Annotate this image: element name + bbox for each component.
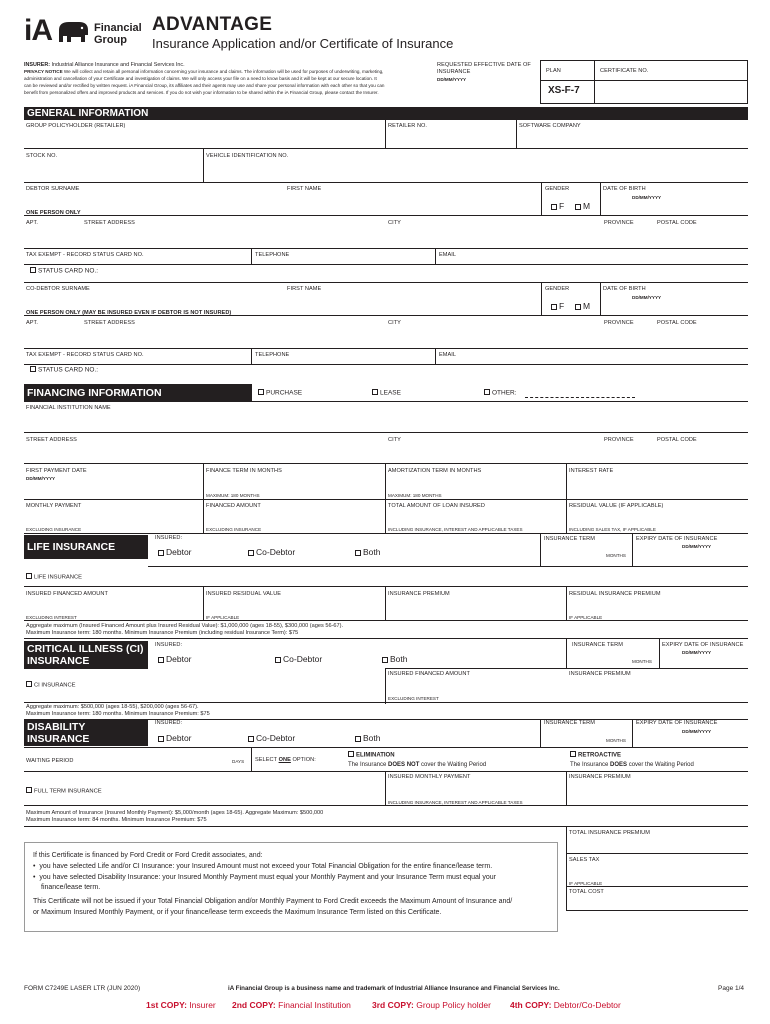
ci-aggregate-line-1: Aggregate maximum: $500,000 (ages 18-55), $200,000 (ages 56-67). [26, 704, 199, 710]
general-information-header: GENERAL INFORMATION [24, 107, 748, 120]
codebtor-surname-label: CO-DEBTOR SURNAME [26, 286, 90, 292]
ci-insurance-checkbox[interactable]: CI INSURANCE [26, 681, 76, 689]
life-residual-premium-label: RESIDUAL INSURANCE PREMIUM [569, 591, 661, 597]
ci-insured-label: INSURED: [155, 642, 183, 648]
life-debtor-checkbox[interactable]: Debtor [158, 547, 192, 557]
institution-name-input[interactable] [24, 412, 748, 432]
debtor-province-label: PROVINCE [604, 220, 634, 226]
debtor-street-label: STREET ADDRESS [84, 220, 135, 226]
codebtor-female-checkbox[interactable]: F [551, 301, 564, 311]
total-premium-label: TOTAL INSURANCE PREMIUM [569, 830, 650, 836]
copy-3: 3rd COPY: Group Policy holder [372, 1000, 491, 1010]
debtor-postal-label: POSTAL CODE [657, 220, 697, 226]
financed-amount-note: EXCLUDING INSURANCE [206, 527, 262, 532]
life-aggregate-line-2: Maximum Insurance term: 180 months. Minimum Insurance Premium (including residual Insurance Term): $75 [26, 630, 299, 636]
life-insured-label: INSURED: [155, 535, 183, 541]
life-if-applicable-note-a: IF APPLICABLE [206, 615, 240, 620]
life-if-applicable-note-b: IF APPLICABLE [569, 615, 603, 620]
amortization-term-label: AMORTIZATION TERM IN MONTHS [388, 468, 482, 474]
ci-both-checkbox[interactable]: Both [382, 654, 408, 664]
trademark-note: iA Financial Group is a business name and trademark of Industrial Alliance Insurance and Financial Services Inc. [228, 985, 560, 992]
dis-debtor-checkbox[interactable]: Debtor [158, 733, 192, 743]
ci-months-label: MONTHS [632, 659, 652, 664]
dis-expiry-label: EXPIRY DATE OF INSURANCE [636, 720, 718, 726]
debtor-email-label: EMAIL [439, 252, 457, 258]
codebtor-first-name-label: FIRST NAME [287, 286, 322, 292]
life-aggregate-line-1: Aggregate maximum (Insured Financed Amount plus Insured Residual Value): $1,000,000 (ages 18-55), $300,000 (ages 56-67). [26, 623, 344, 629]
total-cost-input[interactable] [568, 896, 748, 909]
total-loan-insured-note: INCLUDING INSURANCE, INTEREST AND APPLICABLE TAXES [388, 527, 523, 532]
fin-postal-label: POSTAL CODE [657, 437, 697, 443]
dis-insured-label: INSURED: [155, 720, 183, 726]
codebtor-postal-label: POSTAL CODE [657, 320, 697, 326]
codebtor-street-label: STREET ADDRESS [84, 320, 135, 326]
notice-para-2a: This Certificate will not be issued if your Total Financial Obligation and/or Monthly Payment to Ford Credit exceeds the Maximum Amount of Insurance and/ [33, 898, 513, 905]
debtor-apt-label: APT. [26, 220, 39, 226]
interest-rate-label: INTEREST RATE [569, 468, 614, 474]
codebtor-email-label: EMAIL [439, 352, 457, 358]
ci-aggregate-line-2: Maximum Insurance term: 180 months. Minimum Insurance Premium: $75 [26, 711, 210, 717]
copy-2: 2nd COPY: Financial Institution [232, 1000, 351, 1010]
codebtor-tax-exempt-label: TAX EXEMPT - RECORD STATUS CARD NO. [26, 352, 144, 358]
life-premium-label: INSURANCE PREMIUM [388, 591, 450, 597]
dis-aggregate-line-2: Maximum Insurance term: 84 months. Minimum Insurance Premium: $75 [26, 817, 207, 823]
codebtor-first-name-input[interactable] [285, 293, 540, 313]
sales-tax-label: SALES TAX [569, 857, 600, 863]
codebtor-dob-label: DATE OF BIRTH [603, 286, 646, 292]
notice-bullet-2-cont: finance/lease term. [41, 884, 101, 891]
finance-term-label: FINANCE TERM IN MONTHS [206, 468, 282, 474]
elimination-desc: The Insurance DOES NOT cover the Waiting Period [348, 762, 487, 768]
page-subtitle: Insurance Application and/or Certificate of Insurance [152, 36, 454, 51]
notice-bullet-2: • you have selected Disability Insurance: your Insured Monthly Payment must equal your Monthly Payment and your Insurance Term must equal your [33, 874, 496, 881]
page-number: Page 1/4 [718, 985, 745, 992]
dis-codebtor-checkbox[interactable]: Co-Debtor [248, 733, 295, 743]
sales-tax-note: IF APPLICABLE [569, 881, 603, 886]
monthly-payment-note: EXCLUDING INSURANCE [26, 527, 82, 532]
company-line1: Financial [94, 22, 142, 34]
ci-codebtor-checkbox[interactable]: Co-Debtor [275, 654, 322, 664]
debtor-first-name-label: FIRST NAME [287, 186, 322, 192]
dis-months-label: MONTHS [606, 738, 626, 743]
fin-province-label: PROVINCE [604, 437, 634, 443]
privacy-line-4: benefit from personalized offers and improved products and services. If you do not wish your information to be shared within the iA Financial Group, please contact the Insurer. [24, 90, 379, 95]
logo-letters: iA [24, 14, 52, 47]
dis-expiry-format: DD/MM/YYYY [682, 729, 712, 734]
elimination-checkbox[interactable]: ELIMINATION [348, 751, 395, 759]
retroactive-checkbox[interactable]: RETROACTIVE [570, 751, 621, 759]
debtor-city-label: CITY [388, 220, 401, 226]
insurer-line: INSURER: Industrial Alliance Insurance and Financial Services Inc. [24, 62, 185, 68]
elephant-icon [57, 20, 91, 46]
codebtor-address-input[interactable] [24, 328, 748, 348]
select-one-option-label: SELECT ONE OPTION: [255, 757, 316, 763]
dis-both-checkbox[interactable]: Both [355, 733, 381, 743]
life-months-label: MONTHS [606, 553, 626, 558]
debtor-male-checkbox[interactable]: M [575, 201, 590, 211]
disability-insurance-header: DISABILITY INSURANCE [24, 720, 148, 746]
codebtor-apt-label: APT. [26, 320, 39, 326]
certificate-label: CERTIFICATE NO. [600, 68, 649, 74]
total-premium-input[interactable] [568, 838, 748, 852]
codebtor-male-checkbox[interactable]: M [575, 301, 590, 311]
debtor-gender-label: GENDER [545, 186, 570, 192]
debtor-female-checkbox[interactable]: F [551, 201, 564, 211]
life-insured-financed-label: INSURED FINANCED AMOUNT [26, 591, 108, 597]
life-term-label: INSURANCE TERM [544, 536, 595, 542]
total-loan-insured-label: TOTAL AMOUNT OF LOAN INSURED [388, 503, 485, 509]
codebtor-telephone-label: TELEPHONE [255, 352, 290, 358]
ci-debtor-checkbox[interactable]: Debtor [158, 654, 192, 664]
copy-1: 1st COPY: Insurer [146, 1000, 216, 1010]
certificate-input[interactable] [596, 82, 746, 102]
debtor-status-card-checkbox[interactable]: STATUS CARD NO.: [30, 267, 98, 275]
notice-bullet-1: • you have selected Life and/or CI Insurance: your Insured Amount must not exceed your Total Financial Obligation for the entire finance/lease term. [33, 863, 493, 870]
plan-label: PLAN [546, 68, 561, 74]
privacy-line-3: can be reviewed and/or rectified by written request. iA Financial Group, its affiliates and their agents may use and share your personal information with each other so that you can [24, 83, 385, 88]
life-insurance-header: LIFE INSURANCE [24, 535, 148, 559]
debtor-surname-label: DEBTOR SURNAME [26, 186, 80, 192]
codebtor-province-label: PROVINCE [604, 320, 634, 326]
life-excluding-interest-note: EXCLUDING INTEREST [26, 615, 77, 620]
dis-insured-monthly-label: INSURED MONTHLY PAYMENT [388, 774, 471, 780]
stock-no-label: STOCK NO. [26, 153, 58, 159]
other-checkbox[interactable]: OTHER: [484, 389, 517, 397]
group-policyholder-label: GROUP POLICYHOLDER (RETAILER) [26, 123, 126, 129]
dis-aggregate-line-1: Maximum Amount of Insurance (Insured Monthly Payment): $5,000/month (ages 18-65). Aggregate Maximum: $500,000 [26, 810, 324, 816]
fin-street-label: STREET ADDRESS [26, 437, 77, 443]
life-insured-residual-label: INSURED RESIDUAL VALUE [206, 591, 282, 597]
purchase-checkbox[interactable]: PURCHASE [258, 389, 302, 397]
fin-city-label: CITY [388, 437, 401, 443]
codebtor-status-card-checkbox[interactable]: STATUS CARD NO.: [30, 366, 98, 374]
dis-including-insurance-note: INCLUDING INSURANCE, INTEREST AND APPLICABLE TAXES [388, 800, 523, 805]
debtor-address-input[interactable] [24, 228, 748, 248]
retailer-no-label: RETAILER NO. [388, 123, 428, 129]
financed-amount-label: FINANCED AMOUNT [206, 503, 261, 509]
institution-name-label: FINANCIAL INSTITUTION NAME [26, 405, 111, 411]
vin-label: VEHICLE IDENTIFICATION NO. [206, 153, 289, 159]
debtor-dob-label: DATE OF BIRTH [603, 186, 646, 192]
life-insurance-checkbox[interactable]: LIFE INSURANCE [26, 573, 82, 581]
company-line2: Group [94, 34, 127, 46]
ci-expiry-label: EXPIRY DATE OF INSURANCE [662, 642, 744, 648]
notice-para-2b: or Maximum Insured Monthly Payment, or if your finance/lease term exceeds the Maximum Insurance Term listed on this Certificate. [33, 909, 442, 916]
full-term-insurance-checkbox[interactable]: FULL TERM INSURANCE [26, 787, 102, 795]
sales-tax-input[interactable] [568, 865, 748, 879]
first-payment-date-format: DD/MM/YYYY [26, 476, 56, 481]
vin-input[interactable] [204, 160, 748, 182]
first-payment-date-label: FIRST PAYMENT DATE [26, 468, 87, 474]
financing-information-header: FINANCING INFORMATION [24, 384, 252, 402]
codebtor-one-person-note: ONE PERSON ONLY (MAY BE INSURED EVEN IF DEBTOR IS NOT INSURED) [26, 310, 232, 316]
dis-premium-label: INSURANCE PREMIUM [569, 774, 631, 780]
page-title: ADVANTAGE [152, 14, 273, 35]
dis-term-label: INSURANCE TERM [544, 720, 595, 726]
stock-no-input[interactable] [24, 160, 202, 182]
effective-date-label: REQUESTED EFFECTIVE DATE OF INSURANCE [437, 62, 531, 75]
codebtor-city-label: CITY [388, 320, 401, 326]
fin-address-input[interactable] [24, 444, 748, 462]
finance-term-max-note: MAXIMUM: 180 MONTHS [206, 493, 260, 498]
software-company-label: SOFTWARE COMPANY [519, 123, 581, 129]
ci-premium-label: INSURANCE PREMIUM [569, 671, 631, 677]
software-company-input[interactable] [517, 130, 748, 148]
life-both-checkbox[interactable]: Both [355, 547, 381, 557]
ci-insured-financed-label: INSURED FINANCED AMOUNT [388, 671, 470, 677]
privacy-line-1: PRIVACY NOTICE We will collect and retain all personal information concerning your insurance and claims. The information will be used for purposes of underwriting, marketing, [24, 69, 384, 74]
ia-logo [24, 14, 148, 50]
amortization-term-max-note: MAXIMUM: 180 MONTHS [388, 493, 442, 498]
ci-insurance-header: CRITICAL ILLNESS (CI) INSURANCE [24, 641, 148, 669]
debtor-tax-exempt-label: TAX EXEMPT - RECORD STATUS CARD NO. [26, 252, 144, 258]
life-expiry-label: EXPIRY DATE OF INSURANCE [636, 536, 718, 542]
debtor-telephone-label: TELEPHONE [255, 252, 290, 258]
copy-4: 4th COPY: Debtor/Co-Debtor [510, 1000, 621, 1010]
debtor-first-name-input[interactable] [285, 193, 540, 213]
codebtor-gender-label: GENDER [545, 286, 570, 292]
group-policyholder-input[interactable] [24, 130, 384, 148]
privacy-line-2: administration and cancellation of your Certificate and investigation of claims. We will only access your file on a need to know basis and it will be kept at our secure location. It [24, 76, 377, 81]
one-person-only-note: ONE PERSON ONLY [26, 210, 81, 216]
retroactive-desc: The Insurance DOES cover the Waiting Period [570, 762, 694, 768]
lease-checkbox[interactable]: LEASE [372, 389, 401, 397]
codebtor-dob-format: DD/MM/YYYY [632, 295, 662, 300]
effective-date-input[interactable] [435, 60, 539, 100]
life-codebtor-checkbox[interactable]: Co-Debtor [248, 547, 295, 557]
plan-value: XS-F-7 [548, 85, 580, 96]
retailer-no-input[interactable] [386, 130, 516, 148]
notice-line-1: If this Certificate is financed by Ford Credit or Ford Credit associates, and: [33, 852, 263, 859]
waiting-period-label: WAITING PERIOD [26, 758, 74, 764]
residual-value-note: INCLUDING SALES TAX, IF APPLICABLE [569, 527, 656, 532]
monthly-payment-label: MONTHLY PAYMENT [26, 503, 82, 509]
ci-expiry-format: DD/MM/YYYY [682, 650, 712, 655]
total-cost-label: TOTAL COST [569, 889, 604, 895]
life-expiry-format: DD/MM/YYYY [682, 544, 712, 549]
effective-date-format: DD/MM/YYYY [437, 77, 467, 82]
ci-excluding-interest-note: EXCLUDING INTEREST [388, 696, 439, 701]
ci-term-label: INSURANCE TERM [572, 642, 623, 648]
residual-value-label: RESIDUAL VALUE (IF APPLICABLE) [569, 503, 664, 509]
debtor-dob-format: DD/MM/YYYY [632, 195, 662, 200]
form-number: FORM C7249E LASER LTR (JUN 2020) [24, 985, 141, 992]
other-input[interactable] [525, 396, 635, 398]
waiting-period-days: DAYS [232, 759, 245, 764]
